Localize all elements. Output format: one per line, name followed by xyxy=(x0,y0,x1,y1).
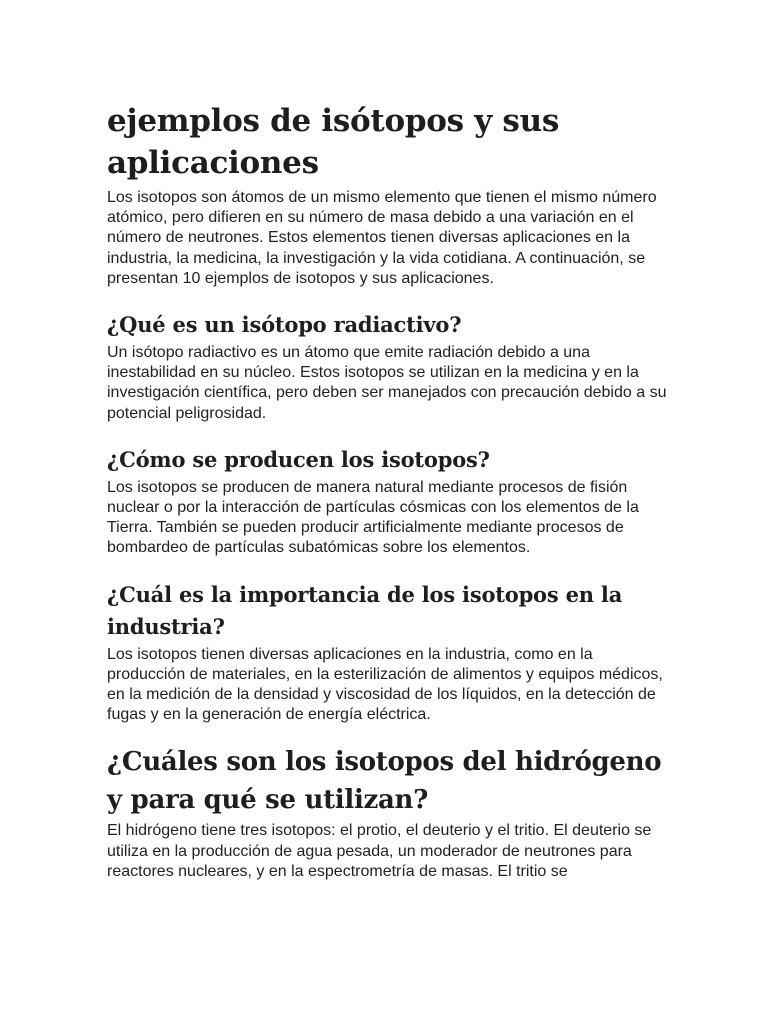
section-heading-isotope-production: ¿Cómo se producen los isotopos? xyxy=(107,446,490,472)
intro-paragraph: Los isotopos son átomos de un mismo elemento que tienen el mismo número atómico, pero difieren en su número de masa debido a una variación en el número de neutrones. Estos elementos tienen diversas aplicaciones en la industria, la medicina, la investigación y la vida cotidiana. A continuación, se presentan 10 ejemplos de isotopos y sus aplicaciones. xyxy=(107,189,657,287)
section-body-industry-importance: Los isotopos tienen diversas aplicaciones en la industria, como en la producción de materiales, en la esterilización de alimentos y equipos médicos, en la medición de la densidad y viscosidad de los líquidos, en la detección de fugas y en la generación de energía eléctrica. xyxy=(107,645,663,724)
section-body-radioactive-isotope: Un isótopo radiactivo es un átomo que emite radiación debido a una inestabilidad en su núcleo. Estos isotopos se utilizan en la medicina y en la investigación científica, pero deben ser manejados con precaución debido a su potencial peligrosidad. xyxy=(107,344,667,422)
document-title: ejemplos de isótopos y sus aplicaciones xyxy=(107,103,559,181)
document-page xyxy=(107,100,667,882)
section-heading-hydrogen-isotopes: ¿Cuáles son los isotopos del hidrógeno y para qué se utilizan? xyxy=(107,747,662,816)
section-heading-radioactive-isotope: ¿Qué es un isótopo radiactivo? xyxy=(107,312,462,338)
section-heading-industry-importance: ¿Cuál es la importancia de los isotopos en la industria? xyxy=(107,581,623,639)
section-body-isotope-production: Los isotopos se producen de manera natural mediante procesos de fisión nuclear o por la interacción de partículas cósmicas con los elementos de la Tierra. También se pueden producir artificialmente mediante procesos de bombardeo de partículas subatómicas sobre los elementos. xyxy=(107,478,639,557)
section-body-hydrogen-isotopes: El hidrógeno tiene tres isotopos: el protio, el deuterio y el tritio. El deuterio se utiliza en la producción de agua pesada, un moderador de neutrones para reactores nucleares, y en la espectrometría de masas. El tritio se xyxy=(107,822,652,880)
